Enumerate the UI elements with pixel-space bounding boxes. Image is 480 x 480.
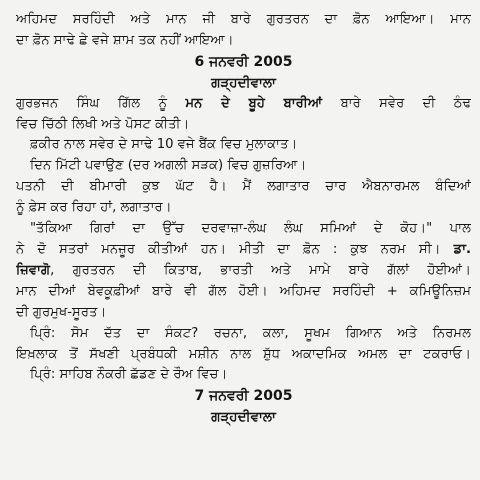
book-title: ਮਨ ਦੇ ਬੂਹੇ ਬਾਰੀਆਂ — [185, 95, 323, 111]
text-span: ਗੁਰਭਜਨ ਸਿੰਘ ਗਿੱਲ ਨੂੰ — [16, 95, 186, 111]
text-line: ਫ਼ਕੀਰ ਨਾਲ ਸਵੇਰ ਦੇ ਸਾਢੇ 10 ਵਜੇ ਬੈਂਕ ਵਿਚ ਮੁਲਾਕਾਤ। — [30, 137, 298, 153]
text-line: ਵਿਚ ਚਿੱਠੀ ਲਿਖੀ ਅਤੇ ਪੋਸਟ ਕੀਤੀ। — [16, 116, 190, 132]
text-line: ਨੂੰ ਫ਼ੇਸ ਕਰ ਰਿਹਾ ਹਾਂ, ਲਗਾਤਾਰ। — [16, 200, 172, 216]
text-line: ਪ੍ਰਿੰ: ਸਾਹਿਬ ਨੌਕਰੀ ਛੱਡਣ ਦੇ ਰੌਅ ਵਿਚ। — [30, 367, 228, 383]
text-span: ਨੇ ਦੋ ਸਤਰਾਂ ਮਨਜ਼ੂਰ ਕੀਤੀਆਂ ਹਨ। ਮੀਤੀ ਦਾ ਫ਼ੋਨ : ਕੁਝ ਨਰਮ ਸੀ। — [16, 241, 454, 257]
text-line: ਅਹਿਮਦ ਸਰਹਿੰਦੀ ਅਤੇ ਮਾਨ ਜੀ ਬਾਰੇ ਗੁਰਤਰਨ ਦਾ ਫ਼ੋਨ ਆਇਆ। ਮਾਨ — [16, 12, 471, 27]
document-page — [16, 10, 471, 428]
entry-date: 7 ਜਨਵਰੀ 2005 — [194, 388, 293, 405]
text-span: ਬਾਰੇ ਸਵੇਰ ਦੀ ਠੰਢ — [322, 95, 471, 111]
entry-place: ਗੜ੍ਹਦੀਵਾਲਾ — [211, 409, 276, 426]
text-line: ਦੀ ਗੁਰਮੁਖ-ਸੂਰਤ। — [16, 304, 107, 320]
text-line: ਇਖ਼ਲਾਕ ਤੋਂ ਸੱਖਣੀ ਪ੍ਰਬੰਧਕੀ ਮਸ਼ੀਨ ਨਾਲ ਸ਼ੁੱਧ ਅਕਾਦਮਿਕ ਅਮਲ ਦਾ ਟਕਰਾਓ। — [16, 346, 471, 362]
text-line: ਦਿਨ ਮਿੱਟੀ ਪਵਾਉਣ (ਦਰ ਅਗਲੀ ਸੜਕ) ਵਿਚ ਗੁਜ਼ਰਿਆ। — [30, 158, 307, 174]
text-line: "ਤੱਕਿਆ ਗਿਰਾਂ ਦਾ ਉੱਚ ਦਰਵਾਜ਼ਾ-ਲੰਘ ਲੰਘ ਸਮਿਆਂ ਦੇ ਕੋਹ।" ਪਾਲ — [30, 221, 471, 237]
book-title: ਡਾ. — [453, 241, 471, 257]
text-line: ਪਤਨੀ ਦੀ ਬੀਮਾਰੀ ਕੁਝ ਘੱਟ ਹੈ। ਮੈਂ ਲਗਾਤਾਰ ਚਾਰ ਐਬਨਾਰਮਲ ਬੰਦਿਆਂ — [16, 179, 471, 195]
entry-place: ਗੜ੍ਹਦੀਵਾਲਾ — [211, 74, 276, 91]
text-line: ਪ੍ਰਿੰ: ਸੋਮ ਦੱਤ ਦਾ ਸੰਕਟ? ਰਚਨਾ, ਕਲਾ, ਸੂਖਮ ਗਿਆਨ ਅਤੇ ਨਿਰਮਲ — [30, 325, 471, 341]
text-line: ਮਾਨ ਦੀਆਂ ਬੇਵਕੂਫ਼ੀਆਂ ਬਾਰੇ ਵੀ ਗੱਲ ਹੋਈ। ਅਹਿਮਦ ਸਰਹਿੰਦੀ + ਕਮਿਊਨਿਜ਼ਮ — [16, 283, 471, 299]
text-line — [16, 94, 471, 115]
text-line — [16, 261, 471, 282]
text-span: , ਗੁਰਤਰਨ ਦੀ ਕਿਤਾਬ, ਭਾਰਤੀ ਅਤੇ ਮਾਮੇ ਬਾਰੇ ਗੱਲਾਂ ਹੋਈਆਂ। — [50, 262, 471, 278]
book-title: ਜ਼ਿਵਾਗੋ — [16, 262, 51, 278]
entry-date: 6 ਜਨਵਰੀ 2005 — [194, 53, 293, 70]
text-line — [16, 240, 471, 261]
text-line: ਦਾ ਫ਼ੋਨ ਸਾਢੇ ਛੇ ਵਜੇ ਸ਼ਾਮ ਤਕ ਨਹੀਂ ਆਇਆ। — [16, 32, 234, 48]
